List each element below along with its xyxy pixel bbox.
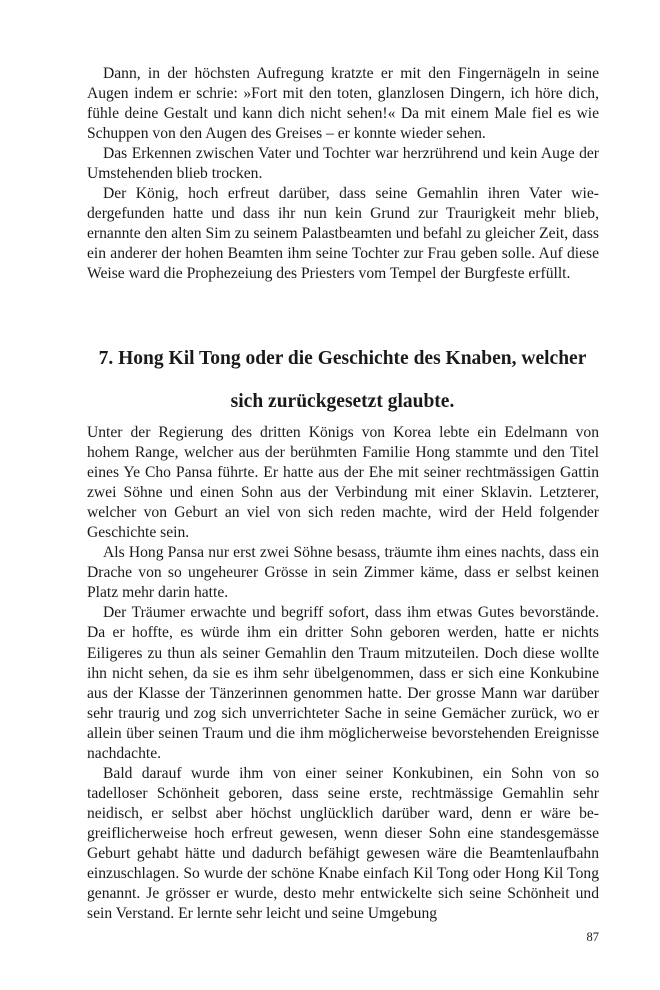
text-block-bottom — [87, 423, 599, 924]
paragraph: Der Träumer erwachte und begriff sofort, dass ihm etwas Gutes bevorstände. Da er hoffte, es würde ihm ein dritter Sohn geboren werden, hatte er nichts Eiligeres zu thun als seiner Gemahlin den Traum mitzuteilen. Doch diese wollte ihn nicht sehen, da sie es ihm sehr übelgenommen, dass er sich eine Konkubine aus der Klasse der Tänzerinnen genommen hatte. Der grosse Mann war darüber sehr traurig und zog sich unverrichteter Sache in seine Gemächer zurück, wo er allein über seinen Traum und die ihm möglicherweise bevorstehenden Ereignisse nachdachte. — [87, 604, 599, 762]
page-number: 87 — [586, 930, 599, 944]
paragraph: Unter der Regierung des dritten Königs von Korea lebte ein Edelmann von hohem Range, welcher aus der berühmten Familie Hong stammte und den Titel eines Ye Cho Pansa führte. Er hatte aus der Ehe mit seiner rechtmässigen Gattin zwei Söhne und einen Sohn aus der Verbindung mit einer Sklavin. Letzterer, welcher von Geburt an viel von sich reden machte, wird der Held folgender Geschichte sein. — [87, 424, 599, 542]
paragraph: Der König, hoch erfreut darüber, dass seine Gemahlin ihren Vater wiedergefunden hatte und dass ihr nun kein Grund zur Traurigkeit mehr blieb, ernannte den alten Sim zu seinem Palastbeamten und befahl zu gleicher Zeit, dass ein anderer der hohen Beamten ihm seine Tochter zur Frau geben solle. Auf diese Weise ward die Prophezeiung des Priesters vom Tempel der Burgfeste erfüllt. — [87, 185, 599, 283]
paragraph: Als Hong Pansa nur erst zwei Söhne besass, träumte ihm eines nachts, dass ein Drache von so ungeheurer Grösse in sein Zimmer käme, dass er selbst keinen Platz mehr darin hatte. — [87, 544, 599, 602]
paragraph: Bald darauf wurde ihm von einer seiner Konkubinen, ein Sohn von so tadelloser Schönheit geboren, dass seine erste, rechtmässige Gemahlin sehr neidisch, er selbst aber höchst unglücklich darüber ward, denn er wäre begreiflicherweise hoch erfreut gewesen, wenn dieser Sohn eine standesgemässe Geburt gehabt hätte und dadurch befähigt gewesen wäre die Beamtenlaufbahn einzuschlagen. So wurde der schöne Knabe einfach Kil Tong oder Hong Kil Tong genannt. Je grösser er wurde, desto mehr entwickelte sich seine Schönheit und sein Verstand. Er lernte sehr leicht und seine Umgebung — [87, 764, 599, 923]
chapter-title-line-2: sich zurückgesetzt glaubte. — [230, 391, 455, 412]
text-block-top — [87, 64, 599, 285]
chapter-title-line-1: 7. Hong Kil Tong oder die Geschichte des Knaben, welcher — [98, 348, 587, 369]
paragraph: Dann, in der höchsten Aufregung kratzte er mit den Fingernägeln in seine Augen indem er schrie: »Fort mit den toten, glanzlosen Dingern, ich höre dich, fühle deine Gestalt und kann dich nicht sehen!« Da mit einem Male fiel es wie Schuppen von den Augen des Greises – er konnte wieder sehen. — [87, 65, 599, 143]
paragraph: Das Erkennen zwischen Vater und Tochter war herzrührend und kein Auge der Umstehenden blieb trocken. — [87, 145, 599, 183]
